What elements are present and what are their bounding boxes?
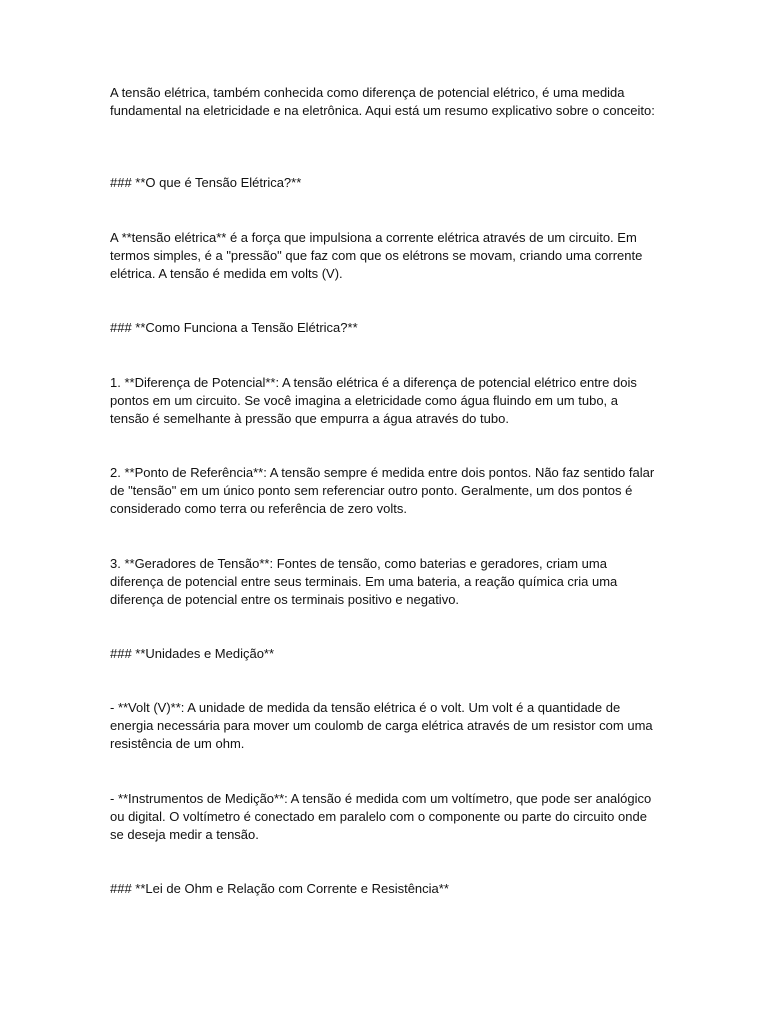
definition-paragraph: A **tensão elétrica** é a força que impulsiona a corrente elétrica através de um circuito. Em termos simples, é a "pressão" que faz com que os elétrons se movam, criando uma corrente elétrica. A tensão é medida em volts (V). xyxy=(110,230,646,281)
section-heading-how-it-works: ### **Como Funciona a Tensão Elétrica?** xyxy=(110,320,358,335)
list-item-potential-difference: 1. **Diferença de Potencial**: A tensão elétrica é a diferença de potencial elétrico entre dois pontos em um circuito. Se você imagina a eletricidade como água fluindo em um tubo, a tensão é semelhante à pressão que empurra a água através do tubo. xyxy=(110,375,641,426)
bullet-measuring-instruments: - **Instrumentos de Medição**: A tensão é medida com um voltímetro, que pode ser analógico ou digital. O voltímetro é conectado em paralelo com o componente ou parte do circuito onde se deseja medir a tensão. xyxy=(110,791,655,842)
section-heading-ohms-law: ### **Lei de Ohm e Relação com Corrente e Resistência** xyxy=(110,881,449,896)
section-heading-units: ### **Unidades e Medição** xyxy=(110,646,275,661)
bullet-volt-definition: - **Volt (V)**: A unidade de medida da tensão elétrica é o volt. Um volt é a quantidade de energia necessária para mover um coulomb de carga elétrica através de um resistor com uma resistência de um ohm. xyxy=(110,700,657,751)
intro-paragraph: A tensão elétrica, também conhecida como diferença de potencial elétrico, é uma medida fundamental na eletricidade e na eletrônica. Aqui está um resumo explicativo sobre o conceito: xyxy=(110,85,655,118)
list-item-reference-point: 2. **Ponto de Referência**: A tensão sempre é medida entre dois pontos. Não faz sentido falar de "tensão" em um único ponto sem referenciar outro ponto. Geralmente, um dos pontos é considerado como terra ou referência de zero volts. xyxy=(110,465,658,516)
list-item-voltage-generators: 3. **Geradores de Tensão**: Fontes de tensão, como baterias e geradores, criam uma diferença de potencial entre seus terminais. Em uma bateria, a reação química cria uma diferença de potencial entre os terminais positivo e negativo. xyxy=(110,556,621,607)
section-heading-what-is: ### **O que é Tensão Elétrica?** xyxy=(110,175,302,190)
